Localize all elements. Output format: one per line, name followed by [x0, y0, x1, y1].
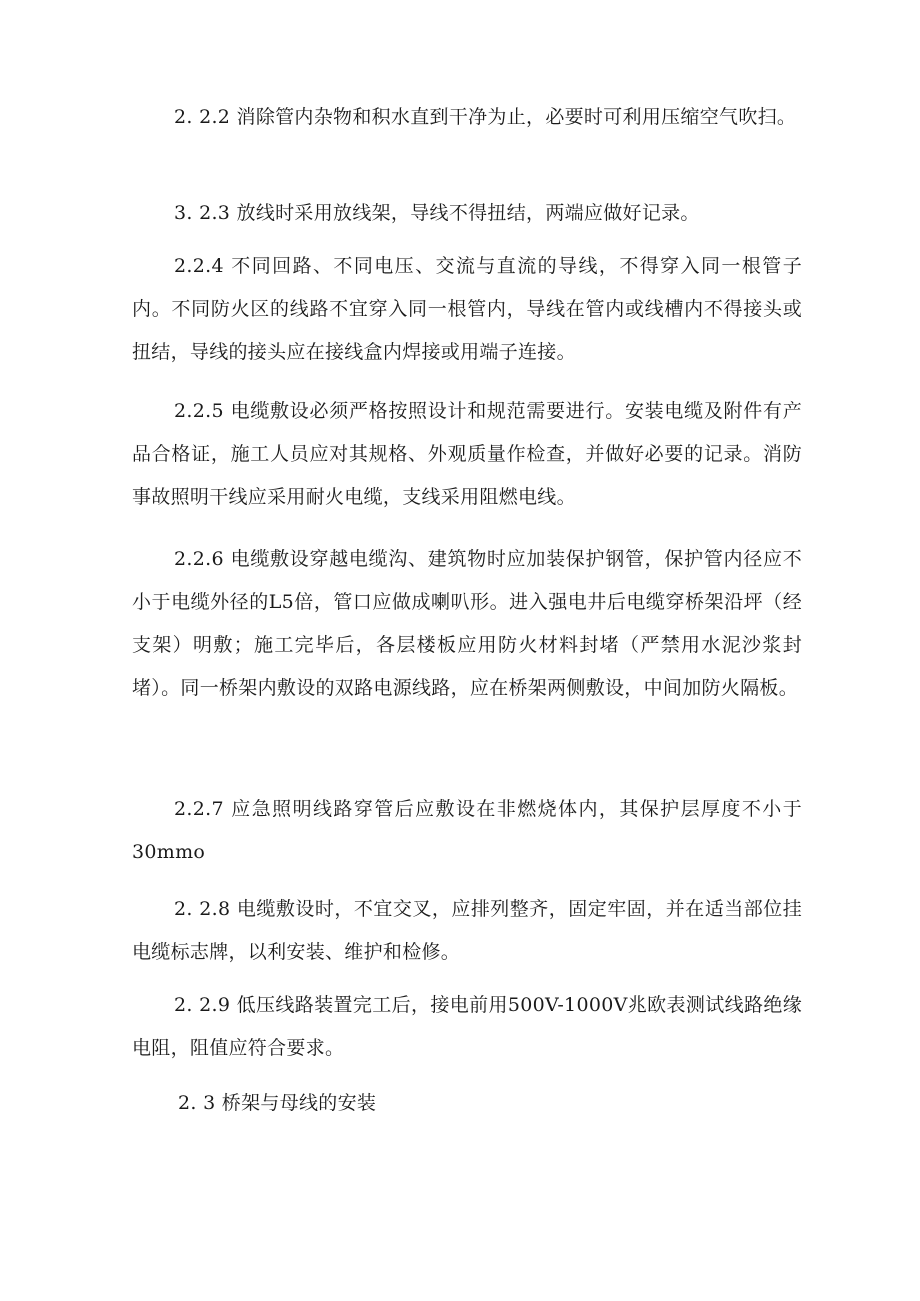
section-heading-2-3: 2. 3 桥架与母线的安装	[178, 1092, 377, 1114]
paragraph-2-2-9: 2. 2.9 低压线路装置完工后，接电前用500V-1000V兆欧表测试线路绝缘电阻，阻值应符合要求。	[132, 994, 802, 1059]
paragraph-2-2-7: 2.2.7 应急照明线路穿管后应敷设在非燃烧体内，其保护层厚度不小于30mmo	[132, 798, 802, 863]
paragraph-2-2-2: 2. 2.2 消除管内杂物和积水直到干净为止，必要时可利用压缩空气吹扫。	[174, 106, 797, 128]
paragraph-2-2-6: 2.2.6 电缆敷设穿越电缆沟、建筑物时应加装保护钢管，保护管内径应不小于电缆外径的L5倍，管口应做成喇叭形。进入强电井后电缆穿桥架沿坪（经支架）明敷；施工完毕后，各层楼板应用防火材料封堵（严禁用水泥沙浆封堵）。同一桥架内敷设的双路电源线路，应在桥架两侧敷设，中间加防火隔板。	[132, 548, 802, 699]
paragraph-2-2-4: 2.2.4 不同回路、不同电压、交流与直流的导线，不得穿入同一根管子内。不同防火区的线路不宜穿入同一根管内，导线在管内或线槽内不得接头或扭结，导线的接头应在接线盒内焊接或用端子连接。	[132, 255, 802, 363]
paragraph-2-2-8: 2. 2.8 电缆敷设时，不宜交叉，应排列整齐，固定牢固，并在适当部位挂电缆标志牌，以利安装、维护和检修。	[132, 898, 802, 963]
paragraph-2-2-5: 2.2.5 电缆敷设必须严格按照设计和规范需要进行。安装电缆及附件有产品合格证，施工人员应对其规格、外观质量作检查，并做好必要的记录。消防事故照明干线应采用耐火电缆，支线采用阻燃电线。	[132, 400, 802, 508]
paragraph-2-2-3: 3. 2.3 放线时采用放线架，导线不得扭结，两端应做好记录。	[174, 202, 700, 224]
